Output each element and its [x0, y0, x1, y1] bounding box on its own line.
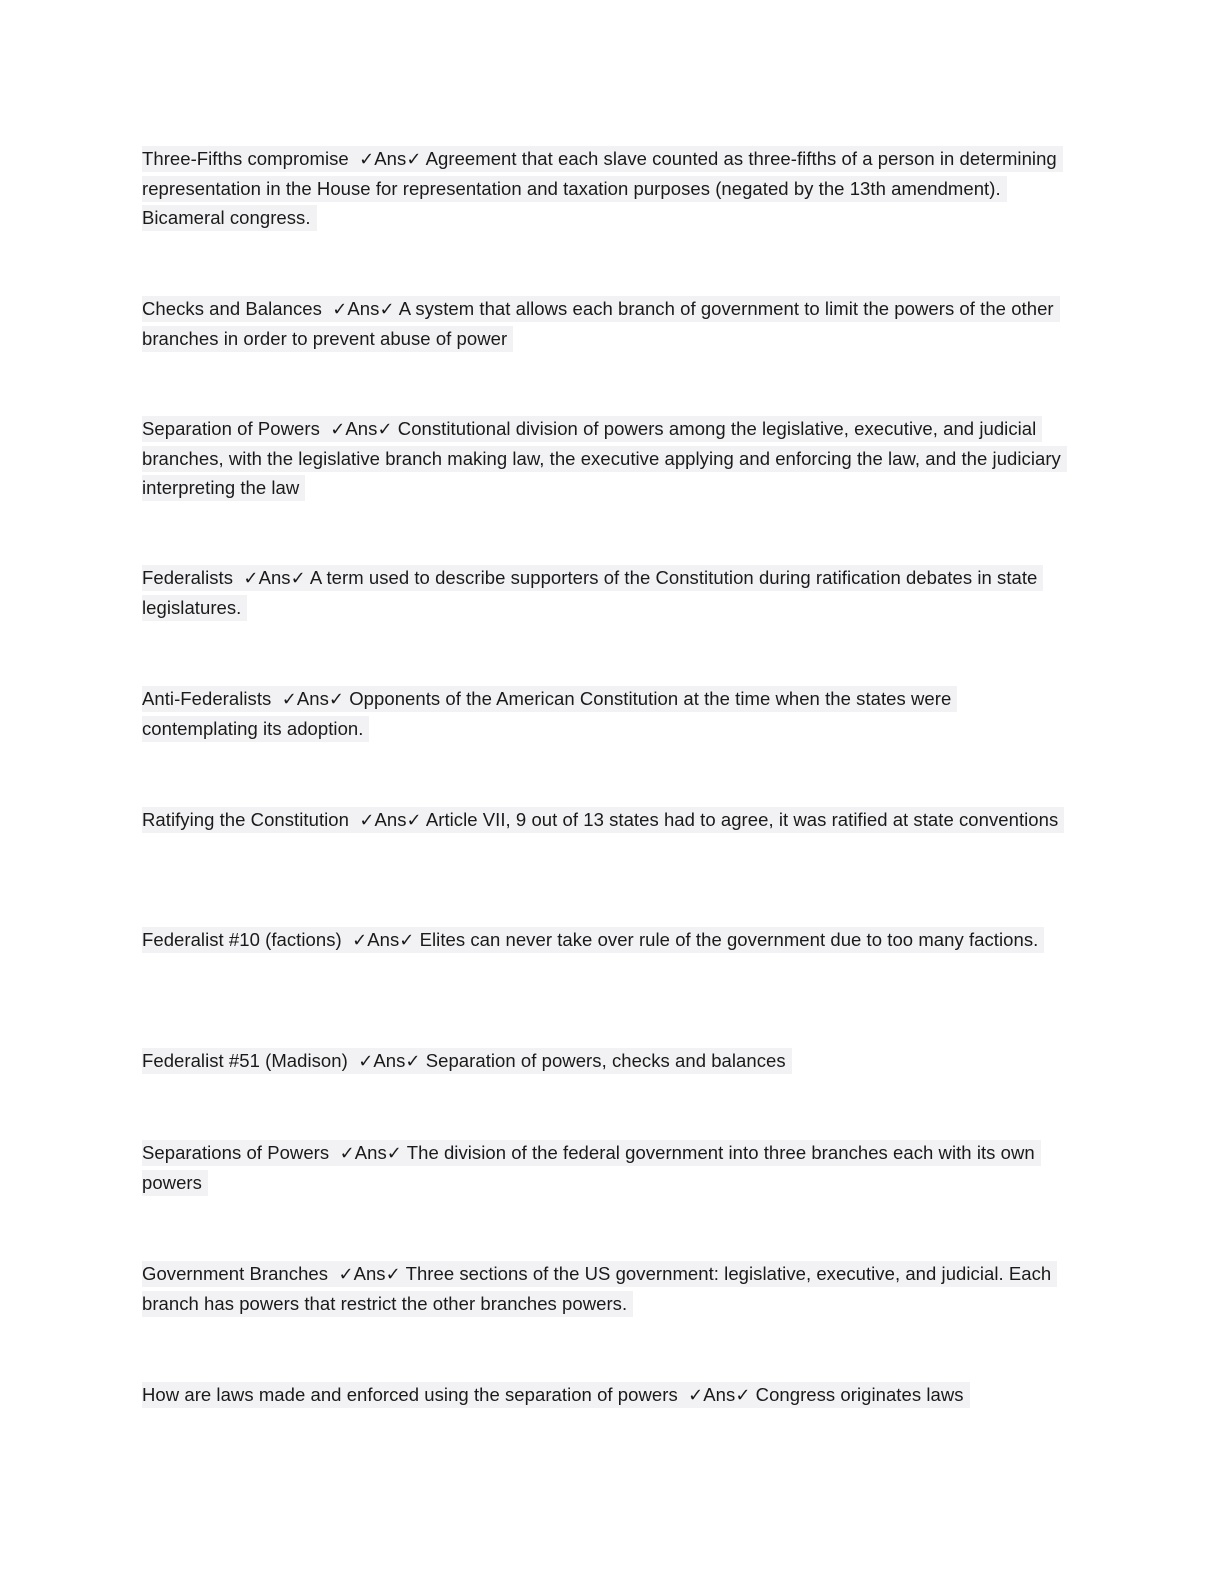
checkmark-icon: ✓ [290, 568, 306, 589]
term: Separations of Powers [142, 1142, 330, 1163]
definition: Opponents of the American Constitution at the time when the states were contemplating its adoption. [142, 688, 952, 739]
answer-separator [359, 148, 421, 169]
checkmark-icon: ✓ [338, 1264, 354, 1285]
separator-label: Ans [374, 148, 407, 169]
entry-text [142, 146, 1063, 231]
flashcard-entry [142, 1138, 1072, 1197]
entry-text [142, 1382, 970, 1408]
term: Separation of Powers [142, 418, 320, 439]
answer-separator [330, 418, 392, 439]
answer-separator [359, 809, 421, 830]
separator-label: Ans [258, 567, 291, 588]
definition: Elites can never take over rule of the government due to too many factions. [419, 929, 1039, 950]
definition: Agreement that each slave counted as three-fifths of a person in determining representation in the House for representation and taxation purposes (negated by the 13th amendment). Bicameral congress. [142, 148, 1057, 228]
separator-label: Ans [374, 809, 407, 830]
entry-text [142, 686, 957, 742]
separator-label: Ans [373, 1050, 406, 1071]
checkmark-icon: ✓ [385, 1264, 401, 1285]
checkmark-icon: ✓ [352, 930, 368, 951]
entry-text [142, 296, 1060, 352]
definition: A term used to describe supporters of the Constitution during ratification debates in state legislatures. [142, 567, 1038, 618]
answer-separator [688, 1384, 750, 1405]
answer-separator [282, 688, 344, 709]
entry-text [142, 927, 1044, 953]
definition: Constitutional division of powers among the legislative, executive, and judicial branches, with the legislative branch making law, the executive applying and enforcing the law, and the judiciary interpreting the law [142, 418, 1061, 498]
flashcard-entry [142, 684, 1072, 743]
term: Federalist #51 (Madison) [142, 1050, 348, 1071]
flashcard-entry [142, 1046, 1072, 1076]
definition: A system that allows each branch of government to limit the powers of the other branches in order to prevent abuse of power [142, 298, 1054, 349]
separator-label: Ans [353, 1263, 386, 1284]
checkmark-icon: ✓ [330, 419, 346, 440]
answer-separator [340, 1142, 402, 1163]
checkmark-icon: ✓ [406, 149, 422, 170]
separator-label: Ans [703, 1384, 736, 1405]
answer-separator [332, 298, 394, 319]
term: Federalists [142, 567, 234, 588]
checkmark-icon: ✓ [379, 299, 395, 320]
checkmark-icon: ✓ [358, 1051, 374, 1072]
term: How are laws made and enforced using the separation of powers [142, 1384, 678, 1405]
separator-label: Ans [296, 688, 329, 709]
flashcard-entry [142, 925, 1072, 955]
checkmark-icon: ✓ [688, 1385, 704, 1406]
flashcard-entry [142, 414, 1072, 502]
answer-separator [358, 1050, 420, 1071]
term: Checks and Balances [142, 298, 322, 319]
checkmark-icon: ✓ [332, 299, 348, 320]
flashcard-entry [142, 1380, 1072, 1410]
checkmark-icon: ✓ [405, 1051, 421, 1072]
entry-text [142, 416, 1067, 501]
checkmark-icon: ✓ [399, 930, 415, 951]
answer-separator [243, 567, 305, 588]
definition: Article VII, 9 out of 13 states had to agree, it was ratified at state conventions [425, 809, 1059, 830]
definition: The division of the federal government into three branches each with its own powers [142, 1142, 1035, 1193]
checkmark-icon: ✓ [339, 1143, 355, 1164]
checkmark-icon: ✓ [243, 568, 259, 589]
separator-label: Ans [345, 418, 378, 439]
term: Ratifying the Constitution [142, 809, 349, 830]
definition: Separation of powers, checks and balances [425, 1050, 786, 1071]
flashcard-entry [142, 563, 1072, 622]
term: Federalist #10 (factions) [142, 929, 342, 950]
checkmark-icon: ✓ [281, 689, 297, 710]
entry-text [142, 1048, 792, 1074]
definition: Three sections of the US government: legislative, executive, and judicial. Each branch has powers that restrict the other branches powers. [142, 1263, 1052, 1314]
checkmark-icon: ✓ [359, 149, 375, 170]
answer-separator [352, 929, 414, 950]
term: Anti-Federalists [142, 688, 272, 709]
entry-text [142, 1140, 1041, 1196]
entry-text [142, 565, 1043, 621]
term: Three-Fifths compromise [142, 148, 349, 169]
answer-separator [338, 1263, 400, 1284]
separator-label: Ans [347, 298, 380, 319]
definition: Congress originates laws [755, 1384, 964, 1405]
flashcard-entry [142, 1259, 1072, 1318]
checkmark-icon: ✓ [359, 810, 375, 831]
checkmark-icon: ✓ [328, 689, 345, 710]
entry-text [142, 807, 1064, 833]
checkmark-icon: ✓ [377, 419, 393, 440]
separator-label: Ans [354, 1142, 387, 1163]
flashcard-entry [142, 294, 1072, 353]
term: Government Branches [142, 1263, 329, 1284]
flashcard-entry [142, 144, 1072, 232]
checkmark-icon: ✓ [386, 1143, 402, 1164]
checkmark-icon: ✓ [735, 1385, 751, 1406]
flashcard-entry [142, 805, 1072, 835]
checkmark-icon: ✓ [406, 810, 422, 831]
entry-text [142, 1261, 1057, 1317]
separator-label: Ans [367, 929, 400, 950]
